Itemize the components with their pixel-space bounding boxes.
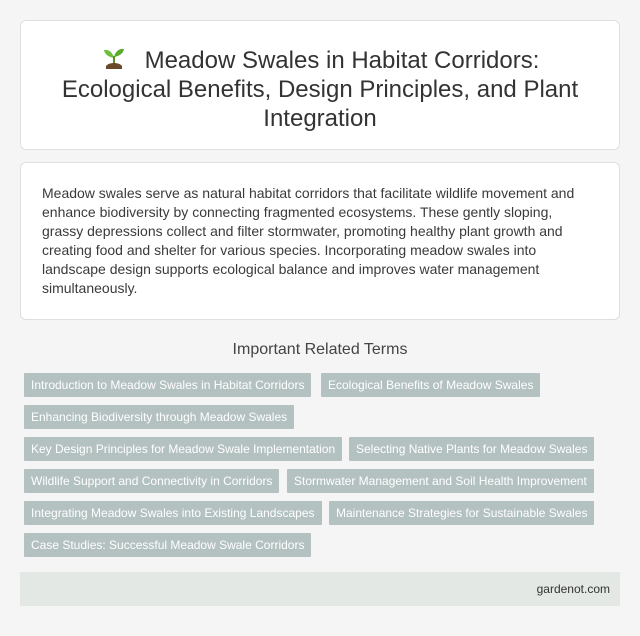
summary-text: Meadow swales serve as natural habitat corridors that facilitate wildlife movement and enhance biodiversity by connecting fragmented ecosystems. These gently sloping, grassy depressions collect and filter stormwater, promoting healthy plant growth and creating food and shelter for various species. Incorporating meadow swales into landscape design supports ecological balance and improves water management simultaneously.	[42, 185, 575, 296]
related-term-tag[interactable]: Introduction to Meadow Swales in Habitat Corridors	[24, 373, 311, 397]
sprout-icon	[101, 45, 127, 71]
title-card	[20, 20, 620, 150]
related-term-tag[interactable]: Wildlife Support and Connectivity in Corridors	[24, 469, 279, 493]
related-term-tag[interactable]: Ecological Benefits of Meadow Swales	[321, 373, 540, 397]
related-term-tag[interactable]: Maintenance Strategies for Sustainable Swales	[329, 501, 594, 525]
related-term-tag[interactable]: Enhancing Biodiversity through Meadow Swales	[24, 405, 294, 429]
related-term-tag[interactable]: Integrating Meadow Swales into Existing Landscapes	[24, 501, 322, 525]
related-term-tag[interactable]: Stormwater Management and Soil Health Improvement	[287, 469, 594, 493]
footer	[20, 572, 620, 606]
summary-card	[20, 162, 620, 320]
related-terms-heading: Important Related Terms	[232, 341, 408, 358]
related-term-tag[interactable]: Key Design Principles for Meadow Swale Implementation	[24, 437, 342, 461]
related-term-tag[interactable]: Case Studies: Successful Meadow Swale Corridors	[24, 533, 311, 557]
related-term-tag[interactable]: Selecting Native Plants for Meadow Swales	[349, 437, 594, 461]
footer-site-link[interactable]: gardenot.com	[536, 582, 610, 596]
page-title-text: Meadow Swales in Habitat Corridors: Ecological Benefits, Design Principles, and Plant Integration	[61, 47, 579, 132]
page-title	[21, 21, 619, 133]
